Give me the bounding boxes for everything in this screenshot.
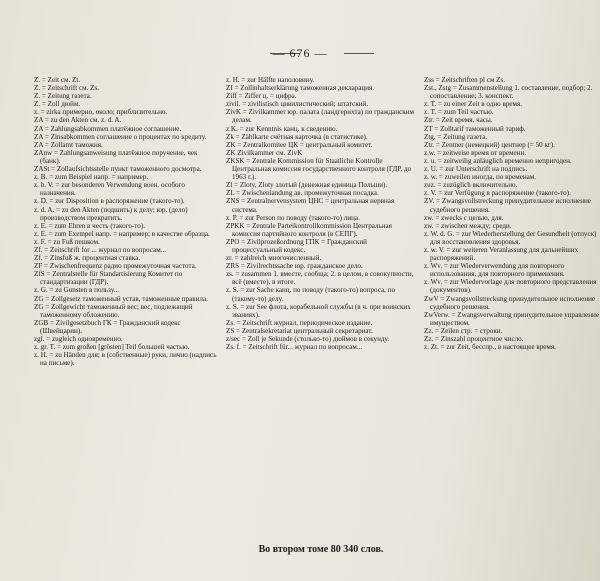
dictionary-entry: ZNS = Zentralnervensystem ЦНС = центральная нервная система. — [226, 197, 395, 214]
dictionary-entry: z. w. = zuweilen иногда, по временам. — [424, 173, 537, 182]
column-1 — [34, 76, 218, 367]
dictionary-entry: Zst., Zstg = Zusammenstellung 1. составление, подбор; 2. сопоставление; 3. конспект. — [424, 84, 593, 101]
dictionary-entry: ZA = Zollamt таможня. — [34, 140, 103, 149]
dictionary-entry: Zz. = Zeilen стр. = строки. — [424, 326, 503, 335]
dictionary-entry: zr. = zahlreich многочисленный. — [226, 254, 322, 263]
dictionary-entry: Z. = Zeit см. Zt. — [34, 76, 81, 84]
dictionary-entry: ZwV = Zwangsvollstreckung принудительное исполнение судебного решения. — [424, 294, 596, 311]
dictionary-entry: ZfS = Zentralstelle für Standartisierung Комитет по стандартизации (ГДР). — [34, 270, 183, 287]
dictionary-entry: ZivK = Zivilkammer юр. палата (ландгерихта) по гражданским делам. — [226, 108, 415, 125]
dictionary-entry: z. Wv. = zur Wiedervorlage для повторного представления (документов). — [424, 278, 597, 295]
dictionary-entry: z. b. V. = zur besonderen Verwendung воен. особого назначения. — [34, 181, 185, 198]
dictionary-entry: z. E. = zum Ehren в честь (такого-то). — [34, 221, 145, 230]
dictionary-entry: ZA = Zahlungsabkommen платёжное соглашение. — [34, 124, 182, 133]
dictionary-entry: Zl = Zloty, Zloty злотый (денежная единица Польши). — [226, 181, 388, 190]
dictionary-entry: Z. = Zeitschrift см. Zs. — [34, 84, 100, 93]
dictionary-entry: z. S. = zur See флота, корабельной службы (в ч. при воинских званиях). — [226, 302, 411, 319]
dictionary-entry: zw. = zwecks с целью, для. — [424, 213, 504, 222]
dictionary-entry: z.K. = zur Kenntnis канц. к сведению. — [226, 124, 338, 133]
dictionary-entry: ZGB = Zivilgesetzbuch ГК = Гражданский кодекс (Швейцарии). — [34, 318, 181, 335]
dictionary-entry: z. w. V. = zur weiteren Veranlassung для дальнейших распоряжений. — [424, 245, 579, 263]
dictionary-entry: Zs. = Zeitschrift журнал, периодическое издание. — [226, 318, 373, 327]
dictionary-entry: ZG = Zollgesetz таможенный устав, таможенные правила. — [34, 294, 208, 303]
dictionary-entry: z. d. A. = zu den Akten (подшить) к делу; юр. (дело) производством прекратить. — [34, 205, 188, 222]
dictionary-entry: z. F. = zu Fuß пешком. — [34, 237, 100, 246]
dictionary-entry: ZV. = Zwangsvollstreckung принудительное исполнение судебного решения. — [424, 197, 591, 214]
dictionary-entry: z. gr. T. = zum großen [grösten] Teil большей частью. — [34, 343, 190, 352]
dictionary-entry: zuz. = zuzüglich включительно. — [424, 181, 518, 190]
dictionary-entry: z. S. = zur Sache канц. по поводу (такого-то) вопроса, по (такому-то) делу. — [226, 286, 396, 303]
dictionary-entry: ZS = Zentralsekretariat центральный секретариат. — [226, 326, 373, 335]
dictionary-entry: zw. = zwischen между; среди. — [424, 221, 512, 230]
page-number: — 676 — — [272, 46, 328, 60]
dictionary-entry: ZT = Zolltarif таможенный тариф. — [424, 124, 526, 133]
dictionary-entry: ZRS = Zivilrechtssache юр. гражданское дело. — [226, 262, 363, 271]
dictionary-entry: Zs. f. = Zeitschrift für... журнал по вопросам... — [226, 343, 363, 352]
dictionary-entry: z. U. = zur Unterschrift на подпись. — [424, 165, 528, 174]
dictionary-entry: z. G. = zu Gunsten в пользу... — [34, 286, 119, 295]
column-3 — [424, 76, 600, 351]
dictionary-entry: ZK = Zentralkomitee ЦК = центральный комитет. — [226, 140, 373, 149]
dictionary-entry: ZG = Zollgewicht таможенный вес; вес, подлежащий таможенному обложению. — [34, 302, 193, 319]
dictionary-entry: Zk = Zählkarte счётная карточка (в статистике). — [226, 132, 368, 141]
dictionary-entry: ZA = Zinsabkommen соглашение о процентах по кредиту. — [34, 132, 207, 141]
dictionary-entry: ZPKK = Zentrale Parteikontrollkommission Центральная комиссия партийного контроля (в СЕПГ). — [226, 221, 392, 238]
dictionary-entry: zivil. = zivilistisch цивилистический; штатский. — [226, 100, 369, 109]
dictionary-entry: z. E. = zum Exempel напр. = например; в качестве образца. — [34, 229, 210, 238]
dictionary-entry: Zf. = Zeitschrift for ... журнал по вопросам... — [34, 245, 167, 254]
dictionary-entry: Zss = Zeitschriften pl см Zs. — [424, 76, 505, 84]
dictionary-entry: Ziff = Ziffer ц. = цифра. — [226, 92, 297, 101]
dictionary-entry: z. Wv. = zur Wiederverwendung для повторного использования, для повторного применения. — [424, 262, 565, 279]
dictionary-entry: Z. = Zoll дюйм. — [34, 100, 81, 109]
dictionary-entry: Z. = Zeitung газета. — [34, 92, 92, 101]
dictionary-entry: Ztr. = Zeit время, часы. — [424, 116, 493, 125]
dictionary-entry: z. W. d. G. = zur Wiederherstellung der Gesundheit (отпуск) для восстановления здоровья. — [424, 229, 597, 246]
dictionary-entry: z. H. = zu Händen для; в (собственные) руки, лично (надпись на письме). — [34, 351, 217, 368]
column-2 — [226, 76, 416, 351]
dictionary-entry: z. T. = zum Teil частью. — [424, 108, 494, 117]
dictionary-entry: ZK Zivilkammer см. ZivK — [226, 148, 303, 157]
dictionary-entry: z. D. = zur Disposition в распоряжение (такого-то). — [34, 197, 185, 206]
dictionary-entry: Ztr. = Zentner (немецкий) центнер (= 50 кг). — [424, 140, 555, 149]
dictionary-entry: ZKSK = Zentrale Kommission für Staatliche Kontrolle Центральная комиссия государственного контроля (ГДР, до 1963 г.). — [226, 156, 412, 182]
dictionary-entry: z.w. = zeitweise время от времени. — [424, 148, 527, 157]
dictionary-entry: ZI = Zollinhaltserklärung таможенная декларация. — [226, 84, 375, 93]
dictionary-entry: Zz. = Zinszahl процентное число. — [424, 335, 524, 343]
dictionary-entry: Ztg. = Zeitung газета. — [424, 132, 488, 141]
dictionary-entry: z. P. = zur Person по поводу (такого-то) лица. — [226, 213, 360, 222]
dictionary-entry: z. H. = zur Hälfte наполовину. — [226, 76, 315, 84]
dictionary-entry: z. T. = zu einer Zeit в одно время. — [424, 100, 523, 109]
dictionary-entry: ZA = zu den Akten см. z. d. A. — [34, 116, 122, 125]
page-number-rule-right — [344, 53, 374, 54]
dictionary-entry: zgl. = zugleich одновременно. — [34, 335, 123, 343]
dictionary-entry: ZwVerw. = Zwangsverwaltung принудительное управление имуществом. — [424, 310, 599, 327]
dictionary-entry: z. Zt. = zur Zeit, бесспр., в настоящее время. — [424, 343, 556, 352]
dictionary-entry: ZF = Zwischenfrequenz радио промежуточная частота. — [34, 262, 197, 271]
dictionary-entry: z. V. = zur Verfügung в распоряжение (такого-то). — [424, 189, 571, 198]
dictionary-entry: ZAnw = Zahlungsanweisung платёжное поручение, чек (банк). — [34, 148, 198, 165]
dictionary-entry: z. B. = zum Beispiel напр. = например. — [34, 173, 149, 182]
dictionary-entry: z. u. = zeitweilig anläuglich временно непригоден. — [424, 156, 572, 165]
dictionary-entry: zs. = zusammen 1. вместе, сообща; 2. в целом, в совокупности, всё (вместе), в итоге. — [226, 270, 414, 287]
dictionary-entry: ZL = Zwischenlandung ав. промежуточная посадка. — [226, 189, 379, 198]
dictionary-entry: ZPO = Zivilprozeßordnung ГПК = Гражданский процессуальный кодекс. — [226, 237, 367, 254]
dictionary-entry: ZASt = Zollaufsichtsstelle пункт таможенного досмотра. — [34, 165, 202, 174]
dictionary-entry: z/sec = Zoll je Sekunde (столько-то) дюймов в секунду. — [226, 335, 390, 343]
volume-word-count: Во втором томе 80 340 слов. — [258, 544, 384, 555]
dictionary-entry: Zf. = Zinsfuß ж. процентная ставка. — [34, 254, 141, 263]
dictionary-entry: z. = zirka примерно, около; приблизительно. — [34, 108, 168, 117]
